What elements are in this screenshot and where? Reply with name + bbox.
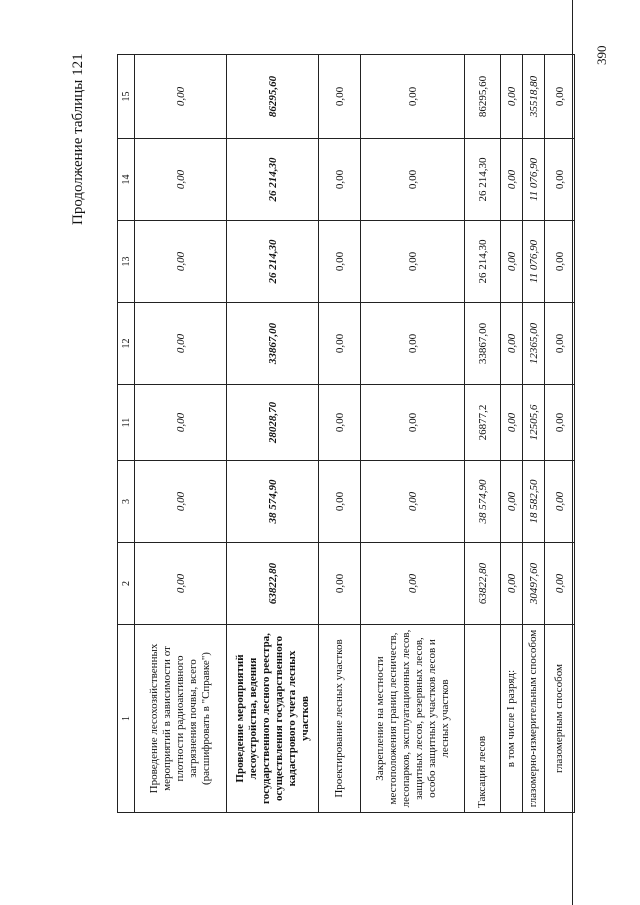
table-cell: 0,00 — [361, 461, 465, 543]
table-cell: 18 582,50 — [523, 461, 545, 543]
table-cell: 33867,00 — [465, 303, 501, 385]
table-row — [319, 55, 361, 813]
table-cell: 0,00 — [319, 139, 361, 221]
table-cell: 35518,80 — [523, 55, 545, 139]
table-row — [501, 55, 523, 813]
table-cell: 0,00 — [135, 303, 227, 385]
table-cell: 0,00 — [361, 221, 465, 303]
table-row — [523, 55, 545, 813]
table-cell: 86295,60 — [227, 55, 319, 139]
page-number: 390 — [594, 45, 609, 65]
table-cell: 12505,6 — [523, 385, 545, 461]
table-cell: 26 214,30 — [465, 221, 501, 303]
table-row — [545, 55, 575, 813]
table-cell: 0,00 — [501, 385, 523, 461]
table-row — [465, 55, 501, 813]
table-cell: 0,00 — [135, 139, 227, 221]
header-cell: 12 — [118, 303, 135, 385]
table-cell: 0,00 — [361, 139, 465, 221]
table-cell: 26 214,30 — [465, 139, 501, 221]
table-row — [361, 55, 465, 813]
table-cell: 11 076,90 — [523, 139, 545, 221]
table-cell: 0,00 — [545, 543, 575, 625]
row-label: в том числе I разряд: — [501, 625, 523, 813]
header-row — [118, 55, 135, 813]
table-cell: 0,00 — [319, 385, 361, 461]
table-cell: 26877,2 — [465, 385, 501, 461]
table-cell: 0,00 — [501, 221, 523, 303]
table-cell: 0,00 — [501, 139, 523, 221]
row-label: Проведение мероприятий лесоустройства, ведения государственного лесного реестра, осуществления государственного кадастрового учета лесных участков — [227, 625, 319, 813]
table-cell: 86295,60 — [465, 55, 501, 139]
continuation-title: Продолжение таблицы 121 — [70, 53, 86, 225]
header-cell: 1 — [118, 625, 135, 813]
table-cell: 0,00 — [361, 543, 465, 625]
table-cell: 30497,60 — [523, 543, 545, 625]
table-cell: 0,00 — [135, 221, 227, 303]
table-cell: 12365,00 — [523, 303, 545, 385]
table-cell: 0,00 — [319, 543, 361, 625]
table-cell: 0,00 — [135, 543, 227, 625]
header-cell: 2 — [118, 543, 135, 625]
table-cell: 0,00 — [545, 221, 575, 303]
table-cell: 38 574,90 — [465, 461, 501, 543]
table-cell: 33867,00 — [227, 303, 319, 385]
header-cell: 3 — [118, 461, 135, 543]
table-cell: 0,00 — [501, 461, 523, 543]
table-cell: 28028,70 — [227, 385, 319, 461]
header-cell: 11 — [118, 385, 135, 461]
table-cell: 0,00 — [319, 461, 361, 543]
row-label: глазомерным способом — [545, 625, 575, 813]
row-label: глазомерно-измерительным способом — [523, 625, 545, 813]
table-cell: 0,00 — [545, 461, 575, 543]
table-cell: 26 214,30 — [227, 221, 319, 303]
table-cell: 0,00 — [545, 139, 575, 221]
table-cell: 0,00 — [361, 55, 465, 139]
table-cell: 0,00 — [545, 55, 575, 139]
row-label: Закрепление на местности местоположения границ лесничеств, лесопарков, эксплуатационных лесов, защитных лесов, резервных лесов, особо защитных участков лесов и лесных участков — [361, 625, 465, 813]
table-cell: 0,00 — [545, 303, 575, 385]
table-cell: 0,00 — [135, 461, 227, 543]
table-cell: 0,00 — [135, 385, 227, 461]
table-cell: 0,00 — [361, 385, 465, 461]
bottom-rule — [572, 0, 573, 905]
table-cell: 63822,80 — [465, 543, 501, 625]
table-cell: 0,00 — [135, 55, 227, 139]
header-cell: 14 — [118, 139, 135, 221]
table-cell: 0,00 — [319, 303, 361, 385]
header-cell: 15 — [118, 55, 135, 139]
table-cell: 0,00 — [545, 385, 575, 461]
row-label: Таксация лесов — [465, 625, 501, 813]
table-cell: 0,00 — [319, 221, 361, 303]
data-table — [117, 54, 575, 813]
table-cell: 11 076,90 — [523, 221, 545, 303]
table-cell: 0,00 — [361, 303, 465, 385]
table-cell: 0,00 — [501, 55, 523, 139]
row-label: Проектирование лесных участков — [319, 625, 361, 813]
table-row — [227, 55, 319, 813]
row-label: Проведение лесохозяйственных мероприятий в зависимости от плотности радиоактивного загрязнения почвы, всего (расшифровать в "Справке") — [135, 625, 227, 813]
table-cell: 0,00 — [501, 303, 523, 385]
table-cell: 38 574,90 — [227, 461, 319, 543]
table-cell: 63822,80 — [227, 543, 319, 625]
header-cell: 13 — [118, 221, 135, 303]
table-cell: 0,00 — [501, 543, 523, 625]
table-row — [135, 55, 227, 813]
table-cell: 0,00 — [319, 55, 361, 139]
table-cell: 26 214,30 — [227, 139, 319, 221]
